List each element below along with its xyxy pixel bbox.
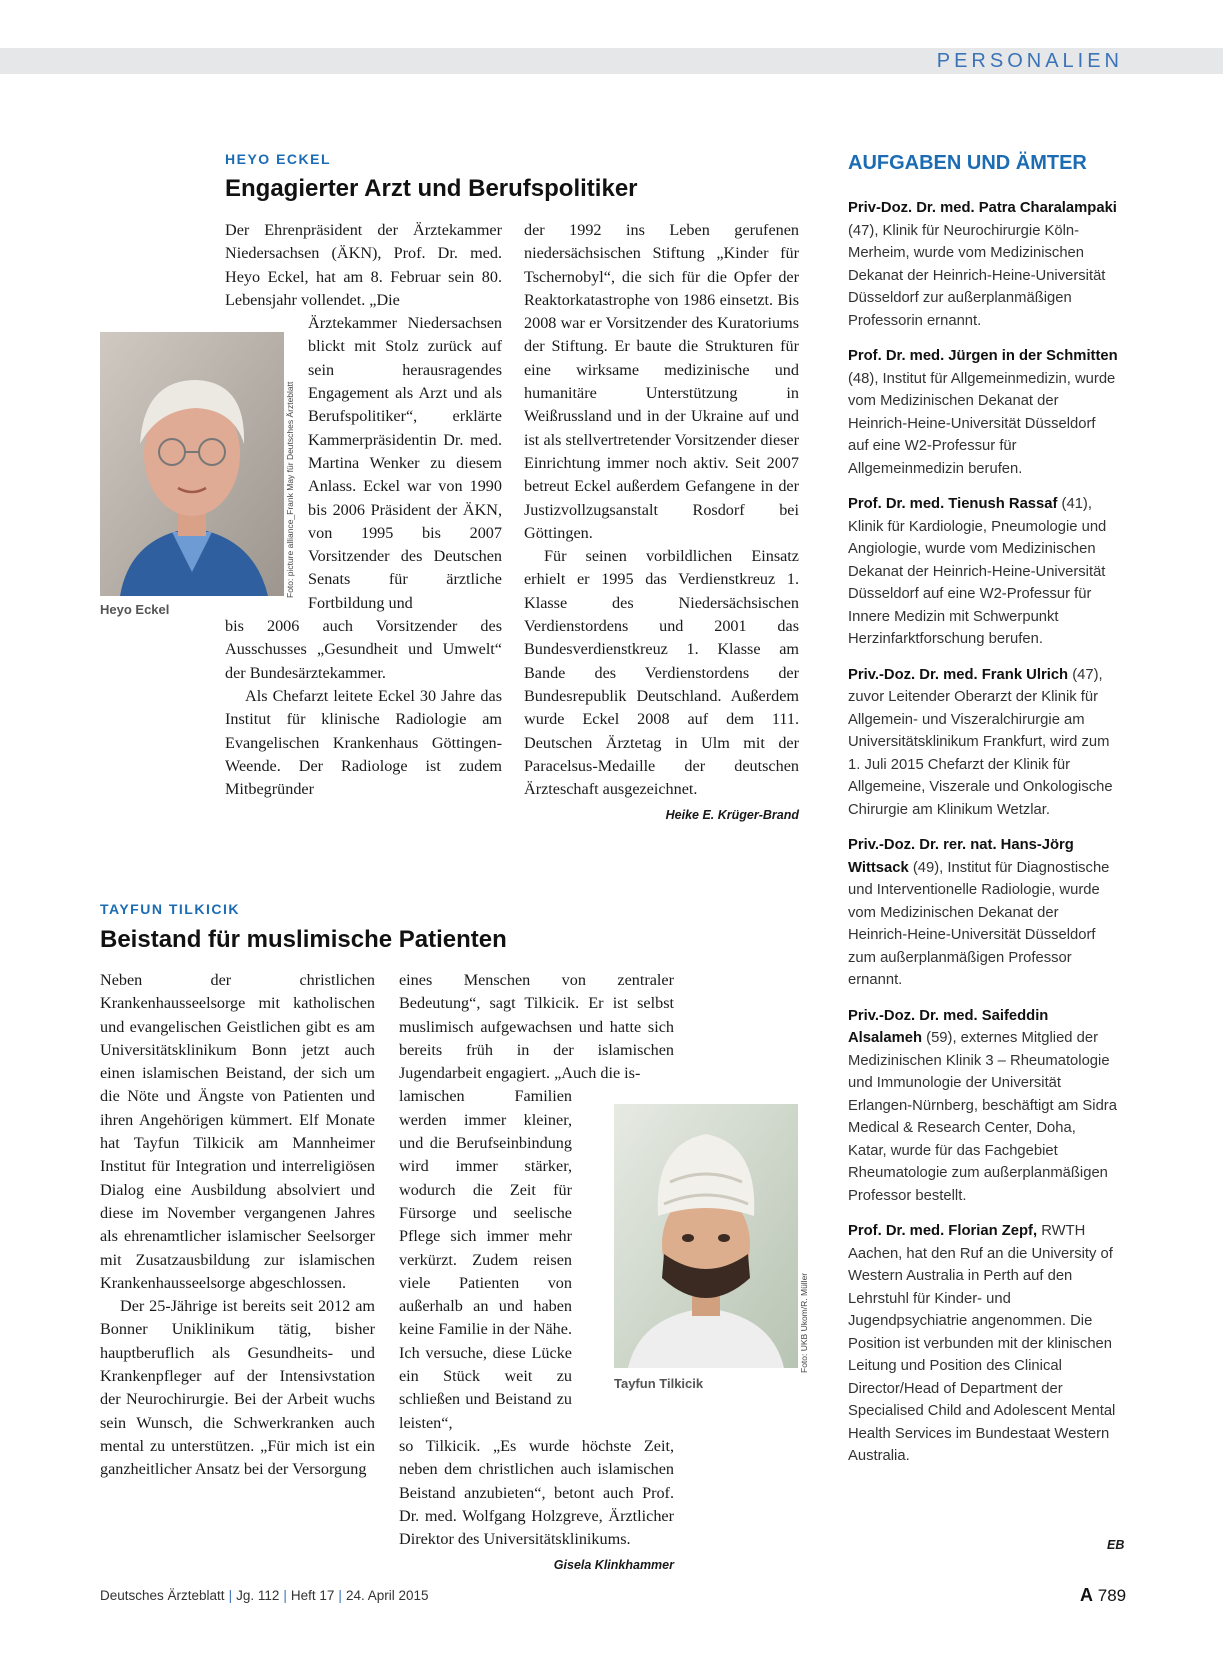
article1-photo-credit: Foto: picture alliance_Frank May für Deutsches Ärzteblatt: [285, 381, 295, 598]
footer-separator: |: [338, 1588, 342, 1603]
entry-text: RWTH Aachen, hat den Ruf an die University of Western Australia in Perth auf den Lehrstuhl für Kinder- und Jugendpsychiatrie angenommen. Die Position ist verbunden mit der klinischen Leitung und Position des Clinical Director/Head of Department der Specialised Child and Adolescent Mental Health Services im Bundestaat Western Australia.: [848, 1223, 1116, 1464]
entry-name: Prof. Dr. med. Florian Zepf,: [848, 1223, 1038, 1239]
entry-text: (48), Institut für Allgemeinmedizin, wurde vom Medizinischen Dekanat der Heinrich-Heine-Universität Düsseldorf auf eine W2-Professur für Allgemeinmedizin berufen.: [848, 370, 1116, 477]
sidebar-entry: [848, 664, 1118, 822]
article2-col2-top: eines Menschen von zentraler Bedeutung“, sagt Tilkicik. Er ist selbst muslimisch aufgewachsen und hatte sich bereits früh in der islamischen Jugendarbeit engagiert. „Auch die is-: [399, 971, 674, 1083]
sidebar-entries: [848, 197, 1118, 1481]
article2-photo-caption: Tayfun Tilkicik: [614, 1376, 704, 1391]
portrait-illustration: [614, 1104, 798, 1368]
entry-text: (41), Klinik für Kardiologie, Pneumologie und Angiologie, wurde vom Medizinischen Dekanat der Heinrich-Heine-Universität Düsseldorf auf eine W2-Professur für Innere Medizin mit Schwerpunkt Herzinfarktforschung berufen.: [848, 496, 1107, 647]
footer-separator: |: [228, 1588, 233, 1603]
footer-separator: |: [283, 1588, 287, 1603]
article1-col1-beside: Ärztekammer Niedersachsen blickt mit Stolz zurück auf sein herausragendes Engagement als Arzt und als Berufspolitiker“, erklärte Kammerpräsidentin Dr. med. Martina Wenker zu diesem Anlass. Eckel war von 1990 bis 2006 Präsident der ÄKN, von 1995 bis 2007 Vorsitzender des Deutschen Senats für ärztliche Fortbildung und: [308, 314, 502, 612]
sidebar-entry: [848, 197, 1118, 332]
footer-info: [100, 1588, 429, 1603]
entry-name: Priv-Doz. Dr. med. Patra Charalampaki: [848, 200, 1117, 216]
article1-column-1: [225, 219, 502, 801]
entry-text: (49), Institut für Diagnostische und Interventionelle Radiologie, wurde vom Medizinischen Dekanat der Heinrich-Heine-Universität Düsseldorf zum außerplanmäßigen Professor ernannt.: [848, 859, 1110, 988]
entry-name: Prof. Dr. med. Tienush Rassaf: [848, 496, 1058, 512]
article2-col1-p2: Der 25-Jährige ist bereits seit 2012 am Bonner Uniklinikum tätig, bisher hauptberuflich als Gesundheits- und Krankenpfleger auf der Intensivstation der Neurochirurgie. Bei der Arbeit wuchs sein Wunsch, die Schwerkranken auch mental zu unterstützen. „Für mich ist ein ganzheitlicher Ansatz bei der Versorgung: [100, 1297, 375, 1479]
sidebar-entry: [848, 1220, 1118, 1468]
article2-kicker: TAYFUN TILKICIK: [100, 901, 240, 917]
article1-kicker: HEYO ECKEL: [225, 151, 332, 167]
sidebar-signature: EB: [1107, 1538, 1125, 1552]
article2-col2-beside: lamischen Familien werden immer kleiner, und die Berufseinbindung wird immer stärker, wodurch die Zeit für Fürsorge und seelische Pflege sich immer mehr verkürzt. Zudem reisen viele Patienten von außerhalb an und haben keine Familie in der Nähe. Ich versuche, diese Lücke ein Stück weit zu schließen und Beistand zu leisten“,: [399, 1087, 572, 1432]
article1-photo-caption: Heyo Eckel: [100, 602, 170, 617]
entry-text: (47), zuvor Leitender Oberarzt der Klinik für Allgemein- und Viszeralchirurgie am Universitätsklinikum Frankfurt, wird zum 1. Juli 2015 Chefarzt der Klinik für Allgemeine, Viszerale und Onkologische Chirurgie am Klinikum Wetzlar.: [848, 666, 1113, 818]
article1-col2-p2: Für seinen vorbildlichen Einsatz erhielt er 1995 das Verdienstkreuz 1. Klasse des Niedersächsischen Verdienstordens und 2001 das Bundesverdienstkreuz 1. Klasse am Bande des Verdienstordens der Bundesrepublik Deutschland. Außerdem wurde Eckel 2008 auf dem 111. Deutschen Ärztetag in Ulm mit der Paracelsus-Medaille der deutschen Ärzteschaft ausgezeichnet.: [524, 547, 799, 799]
entry-name: Prof. Dr. med. Jürgen in der Schmitten: [848, 348, 1118, 364]
section-label: PERSONALIEN: [936, 50, 1123, 72]
sidebar-entry: [848, 493, 1118, 651]
article1-col2-p1: der 1992 ins Leben gerufenen niedersächsischen Stiftung „Kinder für Tschernobyl“, die sich für die Opfer der Reaktorkatastrophe von 1986 einsetzt. Bis 2008 war er Vorsitzender des Kuratoriums der Stiftung. Er baute die Strukturen für eine wirksame medizinische und humanitäre Unterstützung in Weißrussland und in der Ukraine auf und ist als stellvertretender Vorsitzender dieser Einrichtung immer noch aktiv. Seit 2007 betreut Eckel außerdem Gefangene in der Justizvollzugsanstalt Rosdorf bei Göttingen.: [524, 221, 799, 542]
footer-date: 24. April 2015: [345, 1588, 429, 1603]
entry-text: (47), Klinik für Neurochirurgie Köln-Merheim, wurde vom Medizinischen Dekanat der Heinrich-Heine-Universität Düsseldorf zur außerplanmäßigen Professorin ernannt.: [848, 222, 1106, 329]
entry-text: (59), externes Mitglied der Medizinischen Klinik 3 – Rheumatologie und Immunologie der Universität Erlangen-Nürnberg, beschäftigt am Sidra Medical & Research Center, Doha, Katar, wurde für das Fachgebiet Rheumatologie zum außerplanmäßigen Professor bestellt.: [848, 1030, 1117, 1204]
article1-col1-top: Der Ehrenpräsident der Ärztekammer Niedersachsen (ÄKN), Prof. Dr. med. Heyo Eckel, hat am 8. Februar sein 80. Lebensjahr vollendet. „Die: [225, 221, 502, 309]
entry-name: Priv.-Doz. Dr. med. Saifeddin Alsalameh: [848, 1007, 1049, 1046]
page-number-value: 789: [1097, 1586, 1127, 1605]
article1-author: Heike E. Krüger-Brand: [665, 808, 799, 823]
sidebar-entry: [848, 1005, 1118, 1208]
article1-col1-rest: bis 2006 auch Vorsitzender des Ausschusses „Gesundheit und Umwelt“ der Bundesärztekammer.: [225, 617, 502, 682]
sidebar-title: AUFGABEN UND ÄMTER: [848, 152, 1087, 174]
article1-column-2: [524, 219, 799, 828]
sidebar-entry: [848, 345, 1118, 480]
page-number: [1080, 1585, 1126, 1606]
footer-issue: Heft 17: [290, 1588, 335, 1603]
entry-name: Priv.-Doz. Dr. med. Frank Ulrich: [848, 666, 1069, 683]
tayfun-tilkicik-photo: [614, 1104, 798, 1368]
article1-headline: Engagierter Arzt und Berufspolitiker: [225, 175, 638, 202]
article2-col1-p1: Neben der christlichen Krankenhausseelsorge mit katholischen und evangelischen Geistlichen gibt es am Universitätsklinikum Bonn jetzt auch einen islamischen Beistand, der sich um die Nöte und Ängste von Patienten und ihren Angehörigen kümmert. Elf Monate hat Tayfun Tilkicik am Mannheimer Institut für Integration und interreligiösen Dialog eine Ausbildung absolviert und diese im November vergangenen Jahres als ehrenamtlicher islamischer Seelsorger mit Zusatzausbildung zur islamischen Krankenhausseelsorge abgeschlossen.: [100, 971, 375, 1292]
footer-journal: Deutsches Ärzteblatt: [100, 1588, 225, 1603]
article2-headline: Beistand für muslimische Patienten: [100, 926, 507, 953]
page-prefix: A: [1080, 1585, 1093, 1605]
article1-col1-p2: Als Chefarzt leitete Eckel 30 Jahre das Institut für klinische Radiologie am Evangelischen Krankenhaus Göttingen-Weende. Der Radiologe ist zudem Mitbegründer: [225, 686, 502, 799]
entry-name: Priv.-Doz. Dr. rer. nat. Hans-Jörg Wittsack: [848, 837, 1074, 876]
article2-author: Gisela Klinkhammer: [553, 1558, 674, 1573]
article2-col2-rest: so Tilkicik. „Es wurde höchste Zeit, neben dem christlichen auch islamischen Beistand anzubieten“, betont auch Prof. Dr. med. Wolfgang Holzgreve, Ärztlicher Direktor des Universitätsklinikums.: [399, 1436, 674, 1549]
article2-photo-credit: Foto: UKB Ukom/R. Müller: [799, 1272, 809, 1373]
sidebar-entry: [848, 834, 1118, 992]
footer-volume: Jg. 112: [236, 1588, 280, 1603]
article2-column-1: [100, 969, 375, 1482]
